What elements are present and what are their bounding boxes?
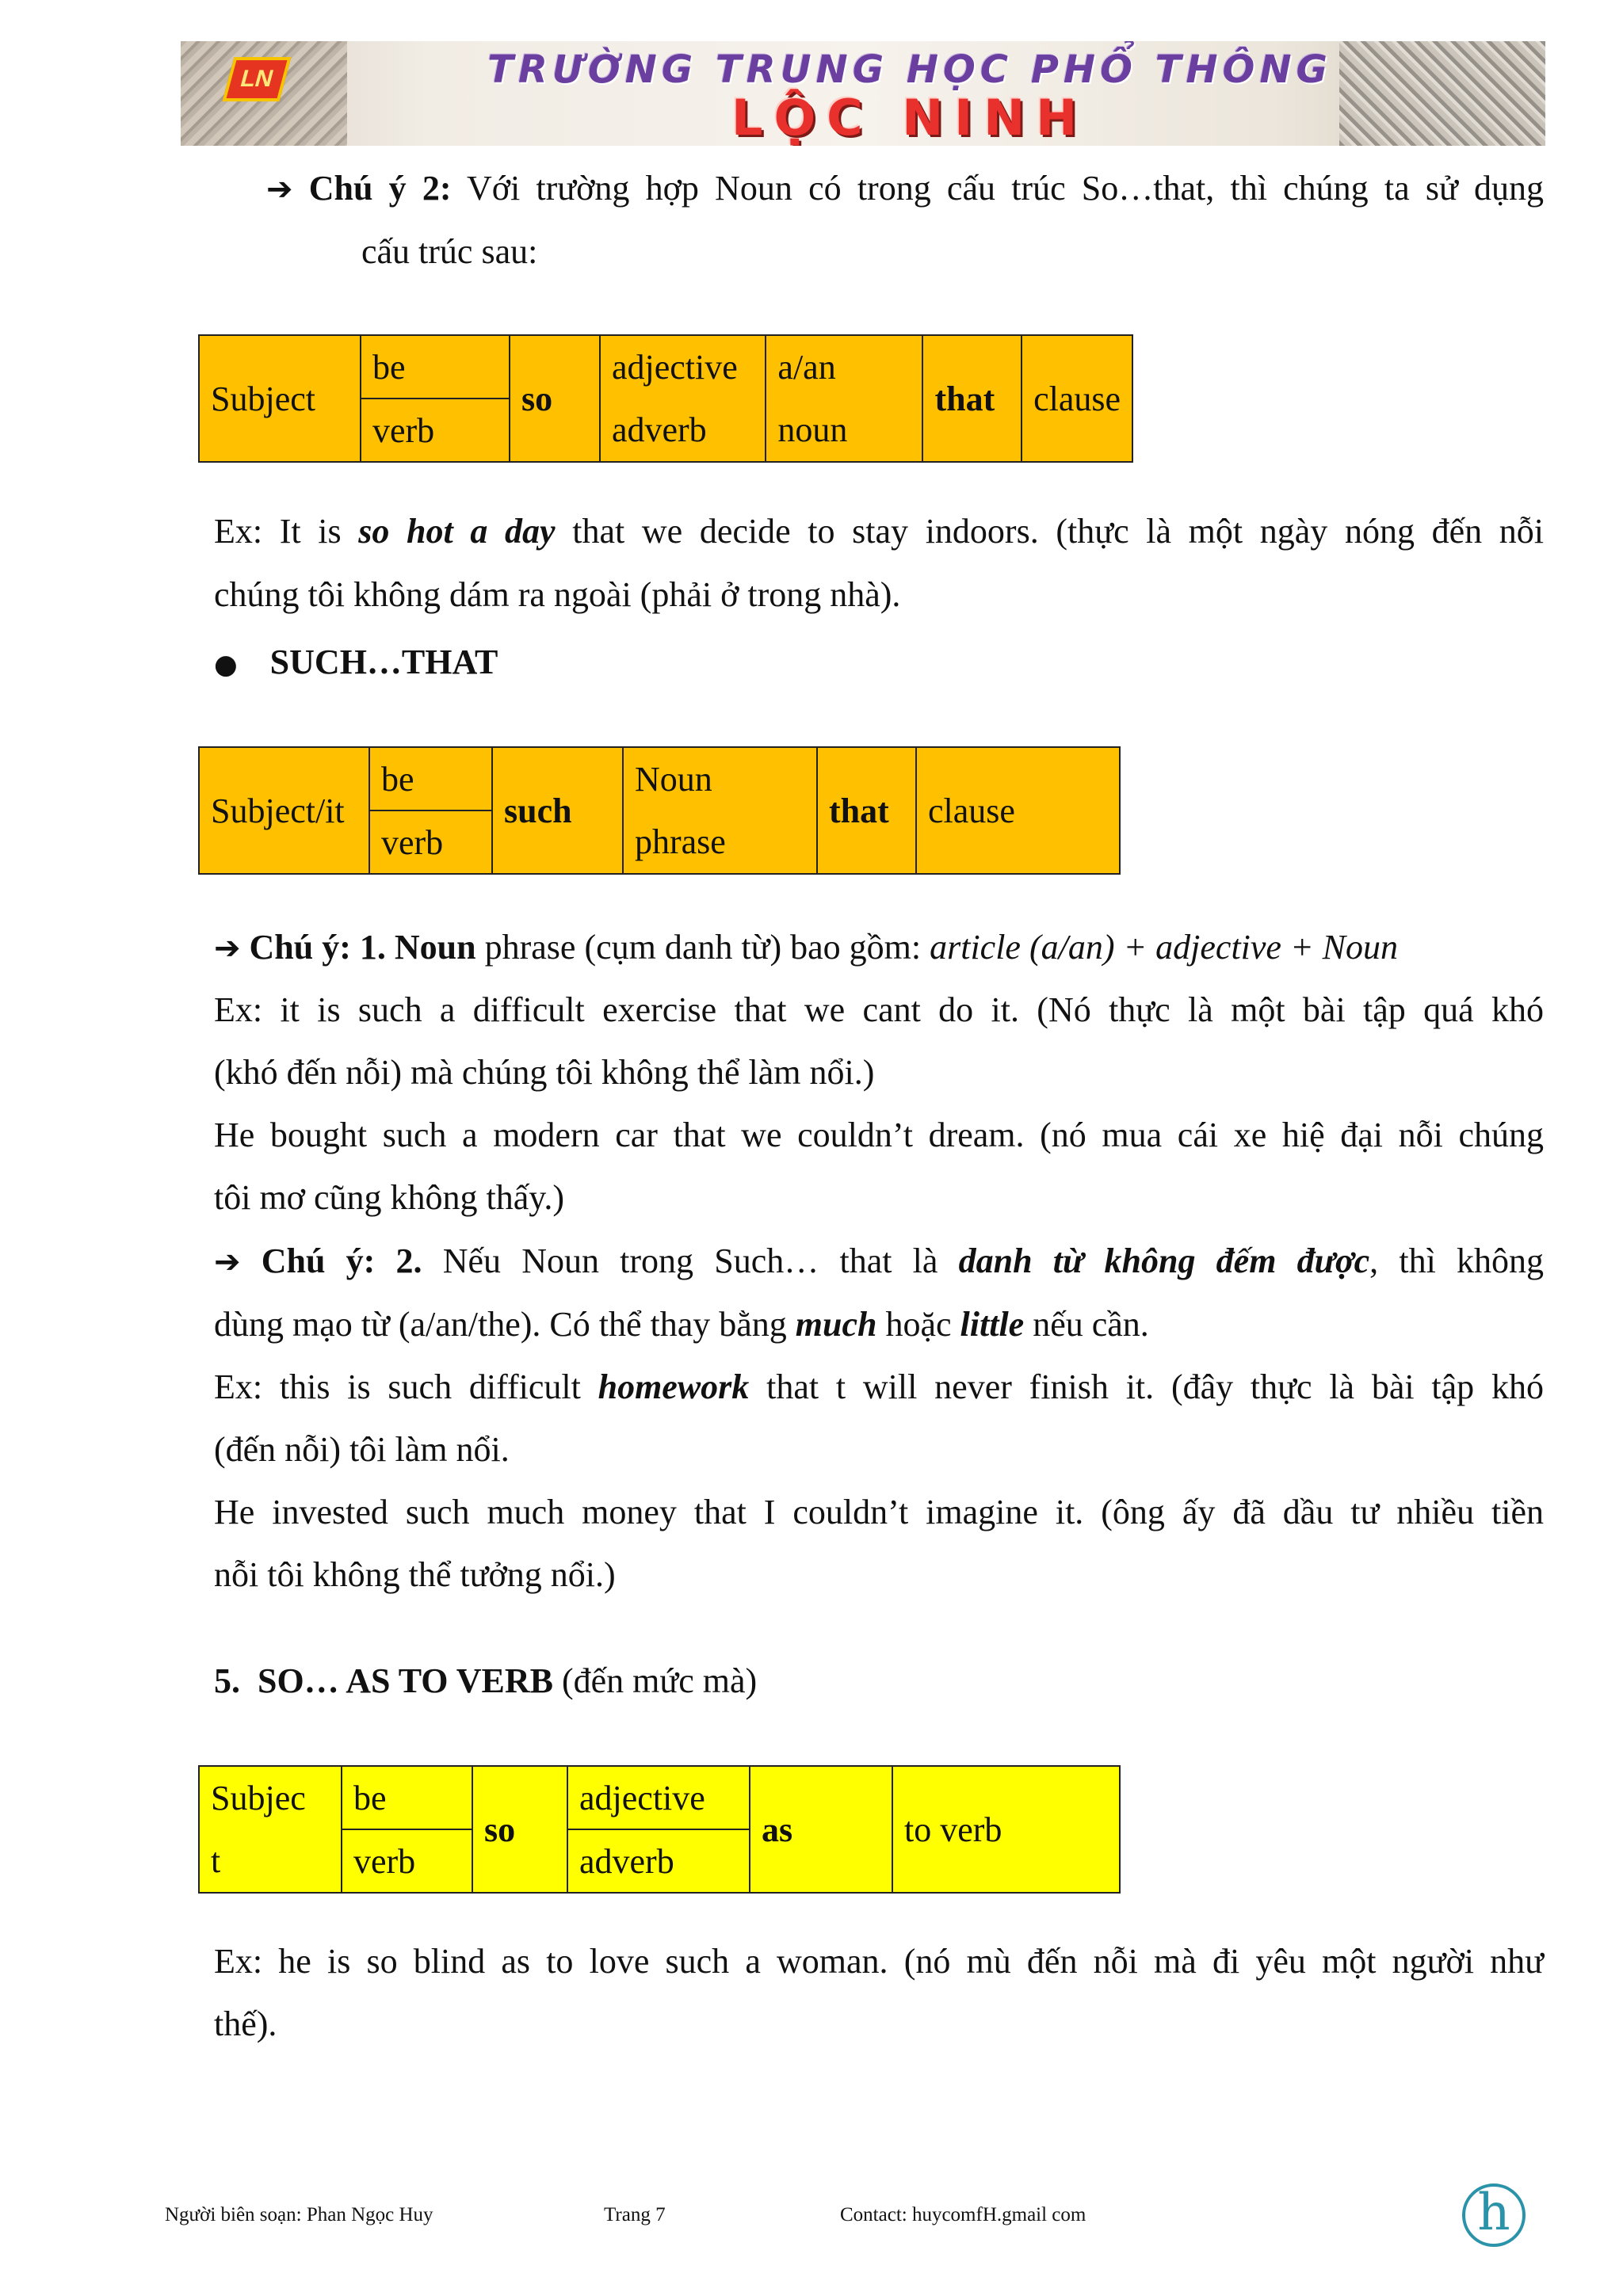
- arrow-icon: ➔: [266, 171, 293, 208]
- footer-page: Trang 7: [604, 2204, 666, 2225]
- footer-author: Người biên soạn: Phan Ngọc Huy: [165, 2204, 433, 2225]
- cell-verb: verb: [342, 1829, 472, 1893]
- example-so-line1: Ex: It is so hot a day that we decide to stay indoors. (thực là một ngày nóng đến nỗi: [214, 512, 1544, 551]
- banner-school-name: LỘC NINH: [731, 89, 1089, 146]
- ex-such1-line4: tôi mơ cũng không thấy.): [214, 1178, 565, 1217]
- note-such2-line2: dùng mạo từ (a/an/the). Có thể thay bằng much hoặc little nếu cần.: [214, 1305, 1149, 1344]
- arrow-icon: ➔: [214, 930, 241, 967]
- cell-so: so: [510, 335, 600, 462]
- arrow-icon: ➔: [214, 1244, 241, 1280]
- header-banner: [181, 41, 1545, 146]
- ex-soas-line1: Ex: he is so blind as to love such a woman. (nó mù đến nỗi mà đi yêu một người như: [214, 1942, 1544, 1981]
- cell-clause: clause: [916, 747, 1120, 874]
- cell-adjective: adjective: [567, 1766, 750, 1829]
- cell-that: that: [922, 335, 1022, 462]
- cell-adverb: adverb: [567, 1829, 750, 1893]
- cell-verb: verb: [369, 810, 492, 874]
- ex-such2-line1: Ex: this is such difficult homework that t will never finish it. (đây thực là bài tập khó: [214, 1367, 1544, 1406]
- cell-a-an: a/an: [766, 335, 922, 399]
- cell-subject-it: Subject/it: [199, 747, 369, 874]
- note-such1: ➔ Chú ý: 1. Noun phrase (cụm danh từ) bao gồm: article (a/an) + adjective + Noun: [214, 928, 1398, 967]
- note2-text: Với trường hợp Noun có trong cấu trúc So…that, thì chúng ta sử dụng: [451, 169, 1545, 208]
- ex-such2-line3: He invested such much money that I couldn’t imagine it. (ông ấy đã dầu tư nhiều tiền: [214, 1493, 1544, 1531]
- h-logo-icon: h: [1462, 2183, 1526, 2247]
- note2-label: Chú ý 2:: [308, 169, 452, 208]
- cell-clause: clause: [1022, 335, 1132, 462]
- cell-subject: Subject: [199, 335, 361, 462]
- school-logo: LN: [222, 57, 291, 101]
- note-such2-line1: ➔ Chú ý: 2. Nếu Noun trong Such… that là danh từ không đếm được, thì không: [214, 1241, 1544, 1280]
- cell-be: be: [361, 335, 510, 399]
- cell-as: as: [750, 1766, 892, 1893]
- cell-subjec: Subjec: [199, 1766, 342, 1829]
- cell-noun: noun: [766, 399, 922, 462]
- example-so-line2: chúng tôi không dám ra ngoài (phải ở trong nhà).: [214, 575, 901, 614]
- cell-be: be: [369, 747, 492, 810]
- ex-such2-line4: nỗi tôi không thể tưởng nổi.): [214, 1555, 616, 1594]
- cell-adjective: adjective: [600, 335, 766, 399]
- so-that-noun-table: [198, 334, 1133, 463]
- footer-contact: Contact: huycomfH.gmail com: [840, 2204, 1086, 2225]
- cell-such: such: [492, 747, 623, 874]
- section5-heading: 5. SO… AS TO VERB (đến mức mà): [214, 1661, 758, 1700]
- such-that-heading: ● SUCH…THAT: [214, 643, 498, 681]
- such-that-table: [198, 746, 1121, 875]
- note2-line2: cấu trúc sau:: [361, 232, 538, 271]
- ex-such1-line1: Ex: it is such a difficult exercise that we cant do it. (Nó thực là một bài tập quá khó: [214, 990, 1544, 1029]
- so-as-to-table: [198, 1765, 1121, 1894]
- bullet-icon: ●: [214, 649, 238, 681]
- ex-such2-line2: (đến nỗi) tôi làm nổi.: [214, 1430, 510, 1469]
- cell-be: be: [342, 1766, 472, 1829]
- note2-line1: [266, 157, 1544, 221]
- ex-soas-line2: thế).: [214, 2004, 277, 2043]
- ex-such1-line2: (khó đến nỗi) mà chúng tôi không thể làm nổi.): [214, 1053, 875, 1092]
- cell-to-verb: to verb: [892, 1766, 1120, 1893]
- cell-noun: Noun: [623, 747, 817, 810]
- banner-school-line: TRƯỜNG TRUNG HỌC PHỔ THÔNG: [487, 48, 1332, 92]
- cell-that: that: [817, 747, 916, 874]
- cell-adverb: adverb: [600, 399, 766, 462]
- ex-such1-line3: He bought such a modern car that we couldn’t dream. (nó mua cái xe hiệ đại nỗi chúng: [214, 1116, 1544, 1154]
- cell-phrase: phrase: [623, 810, 817, 874]
- cell-so: so: [472, 1766, 567, 1893]
- cell-verb: verb: [361, 399, 510, 462]
- cell-t: t: [199, 1829, 342, 1893]
